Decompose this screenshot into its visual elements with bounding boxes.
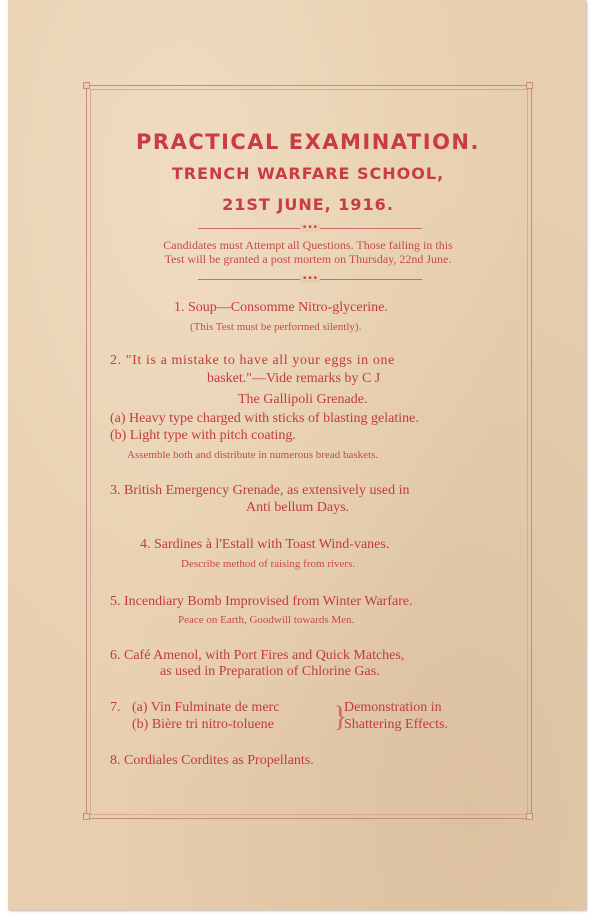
question-7-bracket: } (333, 700, 348, 733)
question-2-item-a: (a) Heavy type charged with sticks of blasting gelatine. (110, 411, 419, 426)
question-3-line-2: Anti bellum Days. (246, 500, 350, 515)
divider-ornament: ••• (302, 223, 318, 233)
question-7-right-2: Shattering Effects. (344, 717, 448, 732)
question-7-item-a: (a) Vin Fulminate de merc (132, 700, 280, 715)
question-8: 8. Cordiales Cordites as Propellants. (110, 753, 314, 768)
question-4: 4. Sardines à l'Estall with Toast Wind-vanes. (140, 537, 390, 552)
corner-ornament (526, 82, 533, 89)
question-7-number: 7. (110, 700, 121, 715)
divider-ornament: ••• (302, 274, 318, 284)
question-6-line-2: as used in Preparation of Chlorine Gas. (160, 664, 380, 679)
corner-ornament (83, 82, 90, 89)
notice-line-2: Test will be granted a post mortem on Thursday, 22nd June. (164, 252, 452, 266)
divider-top (198, 223, 422, 234)
question-2-line-1: 2. "It is a mistake to have all your eggs in one (110, 353, 395, 368)
question-5-note: Peace on Earth, Goodwill towards Men. (178, 614, 355, 626)
question-2-item-b: (b) Light type with pitch coating. (110, 428, 296, 443)
question-5: 5. Incendiary Bomb Improvised from Winter Warfare. (110, 594, 413, 609)
question-2-subtitle: The Gallipoli Grenade. (238, 392, 368, 407)
corner-ornament (83, 813, 90, 820)
question-1: 1. Soup—Consomme Nitro-glycerine. (174, 300, 388, 315)
question-1-note: (This Test must be performed silently). (190, 321, 362, 333)
exam-date: 21ST JUNE, 1916. (222, 195, 394, 214)
question-7-right-1: Demonstration in (344, 700, 442, 715)
exam-title: PRACTICAL EXAMINATION. (136, 130, 480, 154)
question-6-line-1: 6. Café Amenol, with Port Fires and Quick Matches, (110, 648, 405, 663)
question-7-item-b: (b) Bière tri nitro-toluene (132, 717, 274, 732)
notice (100, 238, 516, 266)
divider-bottom (198, 274, 422, 285)
notice-line-1: Candidates must Attempt all Questions. Those failing in this (163, 238, 453, 252)
question-2-note: Assemble both and distribute in numerous bread baskets. (127, 449, 379, 461)
question-3-line-1: 3. British Emergency Grenade, as extensively used in (110, 483, 410, 498)
school-name: TRENCH WARFARE SCHOOL, (171, 164, 445, 183)
question-2-line-2: basket."—Vide remarks by C J (207, 371, 381, 386)
corner-ornament (526, 813, 533, 820)
question-4-note: Describe method of raising from rivers. (181, 558, 356, 570)
